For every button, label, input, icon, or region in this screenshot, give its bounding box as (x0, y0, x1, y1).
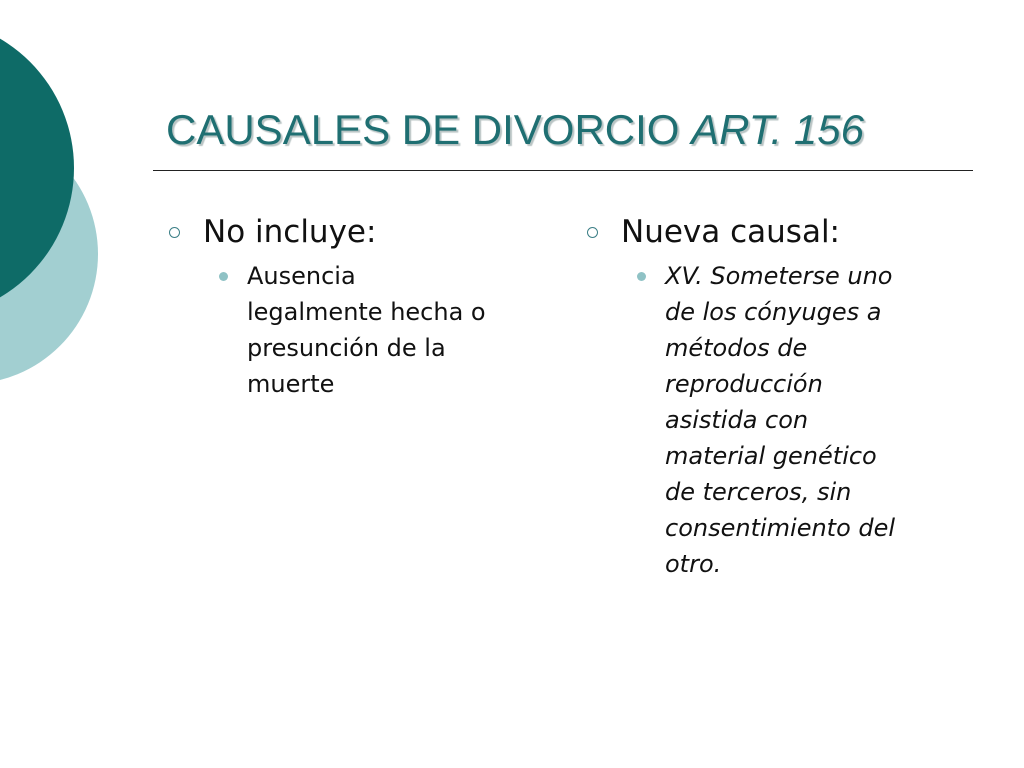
left-item-line: legalmente hecha o (247, 298, 486, 326)
left-bullet-item (160, 258, 560, 402)
right-item-line: de terceros, sin (665, 478, 852, 506)
slide-title-main: CAUSALES DE DIVORCIO (166, 106, 692, 153)
filled-dot-bullet-icon (637, 272, 646, 281)
right-item-line: métodos de (665, 334, 808, 362)
filled-dot-bullet-icon (219, 272, 228, 281)
right-item-line: reproducción (665, 370, 823, 398)
left-heading-text: No incluye: (203, 214, 377, 250)
right-item-line: asistida con (665, 406, 809, 434)
right-item-line: otro. (665, 550, 722, 578)
right-item-line: XV. Someterse uno (665, 262, 893, 290)
right-bullet-item (578, 258, 978, 582)
right-heading (578, 210, 978, 254)
hollow-circle-bullet-icon (587, 227, 598, 238)
right-heading-text: Nueva causal: (621, 214, 840, 250)
right-item-line: material genético (665, 442, 877, 470)
right-column (578, 210, 978, 582)
slide-title-article: ART. 156 (691, 106, 864, 153)
title-divider (153, 170, 973, 171)
right-item-line: de los cónyuges a (665, 298, 882, 326)
left-heading (160, 210, 560, 254)
left-item-line: Ausencia (247, 262, 356, 290)
hollow-circle-bullet-icon (169, 227, 180, 238)
left-item-line: muerte (247, 370, 335, 398)
slide-title (166, 104, 864, 156)
left-column (160, 210, 560, 402)
right-item-line: consentimiento del (665, 514, 896, 542)
left-item-line: presunción de la (247, 334, 446, 362)
